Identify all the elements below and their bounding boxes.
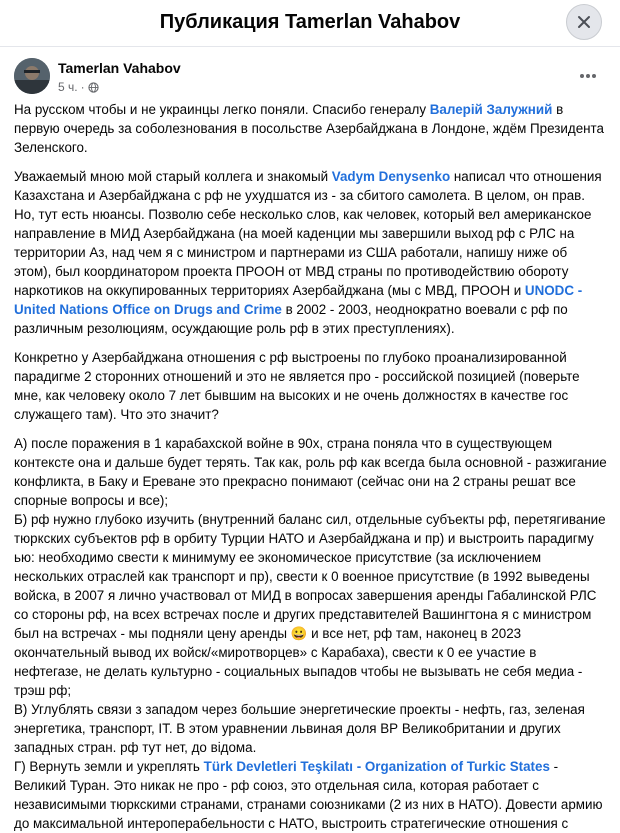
globe-icon[interactable] [88, 82, 99, 93]
smile-emoji: 😀 [290, 626, 308, 641]
more-options-icon [579, 73, 597, 79]
paragraph-3: Конкретно у Азербайджана отношения с рф выстроены по глубоко проанализированной парадигме 2 сторонних отношений и это не является про - российской позицией (поверьте мне, как человеку около 7 лет бывшим на высоких и не очень должностях в качестве гос служащего там). Что это значит? [14, 350, 580, 422]
meta-separator: · [80, 80, 85, 94]
author-name[interactable]: Tamerlan Vahabov [58, 60, 181, 76]
post-time[interactable]: 5 ч. [58, 80, 78, 94]
mention-unodc[interactable]: UNODC - United Nations Office on Drugs and Crime [14, 283, 583, 317]
mention-zaluzhnyi[interactable]: Валерій Залужний [429, 102, 553, 117]
avatar-photo [14, 58, 50, 94]
paragraph-g: Г) Вернуть земли и укреплять Türk Devletleri Teşkilatı - Organization of Turkic States - Великий Туран. Это никак не про - рф союз, это отдельная сила, которая работает с независимыми тюркскими странами, странами союзниками (2 из них в НАТО). Довести армию до максимальной интероперабельности с НАТО, выстроить стратегические отношения с [14, 759, 603, 831]
paragraph-v: В) Углублять связи з западом через большие энергетические проекты - нефть, газ, зеленая энергетика, транспорт, IT. В этом уравнении львиная доля ВР Великобритании и других западных стран. рф тут нет, до відома. [14, 702, 585, 755]
post-meta [58, 80, 99, 94]
more-options-button[interactable] [576, 64, 600, 88]
dialog-header [0, 0, 620, 47]
close-button[interactable] [566, 4, 602, 40]
paragraph-b: Б) рф нужно глубоко изучить (внутренний баланс сил, отдельные субъекты рф, перетягивание тюркских субъектов рф в орбиту Турции НАТО и Азербайджана и пр) и выстроить парадигму ью: необходимо свести к минимуму ее экономическое присутствие (за исключением нескольких отраслей как транспорт и пр), свести к 0 военное присутствие (в 1992 выведены войска, в 2007 я лично участвовал от МИД в вопросах завершения аренды Габалинской РЛС со стороны рф, на всех встречах после и других представителей Вашингтона я с министром был на встречах - мы подняли цену аренды 😀 и все нет, рф там, наконец в 2023 окончательный вывод их войск/«миротворцев» с Карабаха), свести к 0 ее участие в нефтегазе, не делать культурно - социальных выпадов чтобы не вызывать не себя медиа - трэш рф; [14, 512, 606, 698]
paragraph-1: На русском чтобы и не украинцы легко поняли. Спасибо генералу Валерій Залужний в первую очередь за соболезнования в посольстве Азербайджана в Лондоне, ждём Президента Зеленского. [14, 102, 604, 155]
close-icon [576, 14, 592, 30]
dialog-title: Публикация Tamerlan Vahabov [159, 11, 461, 33]
paragraph-a: А) после поражения в 1 карабахской войне в 90х, страна поняла что в существующем контексте она и дальше будет терять. Так как, роль рф как всегда была основной - разжигание конфликта, в Баку и Ереване это прекрасно понимают (сейчас они на 2 страны решат все спорные вопросы и все); [14, 436, 607, 508]
author-avatar[interactable] [14, 58, 50, 94]
mention-turkic-states[interactable]: Türk Devletleri Teşkilatı - Organization of Turkic States [203, 759, 550, 774]
paragraph-2: Уважаемый мною мой старый коллега и знакомый Vadym Denysenko написал что отношения Казахстана и Азербайджана с рф не ухудшатся из - за сбитого самолета. В целом, он прав. Но, тут есть нюансы. Позволю себе несколько слов, как человек, который вел американское направление в МИД Азербайджана (на моей каденции мы завершили выход рф с РЛС на территории Аз, над чем я с министром и партнерами из США работали, напишу ниже об этом), был координатором проекта ПРООН от МВД страны по противодействию обороту наркотиков на оккупированных территориях Азербайджана (мы с МВД, ПРООН и UNODC - United Nations Office on Drugs and Crime в 2002 - 2003, неоднократно воевали с рф по различным резолюциям, осуждающие роль рф в этих преступлениях). [14, 169, 602, 336]
mention-denysenko[interactable]: Vadym Denysenko [331, 169, 451, 184]
post-text [14, 100, 608, 833]
